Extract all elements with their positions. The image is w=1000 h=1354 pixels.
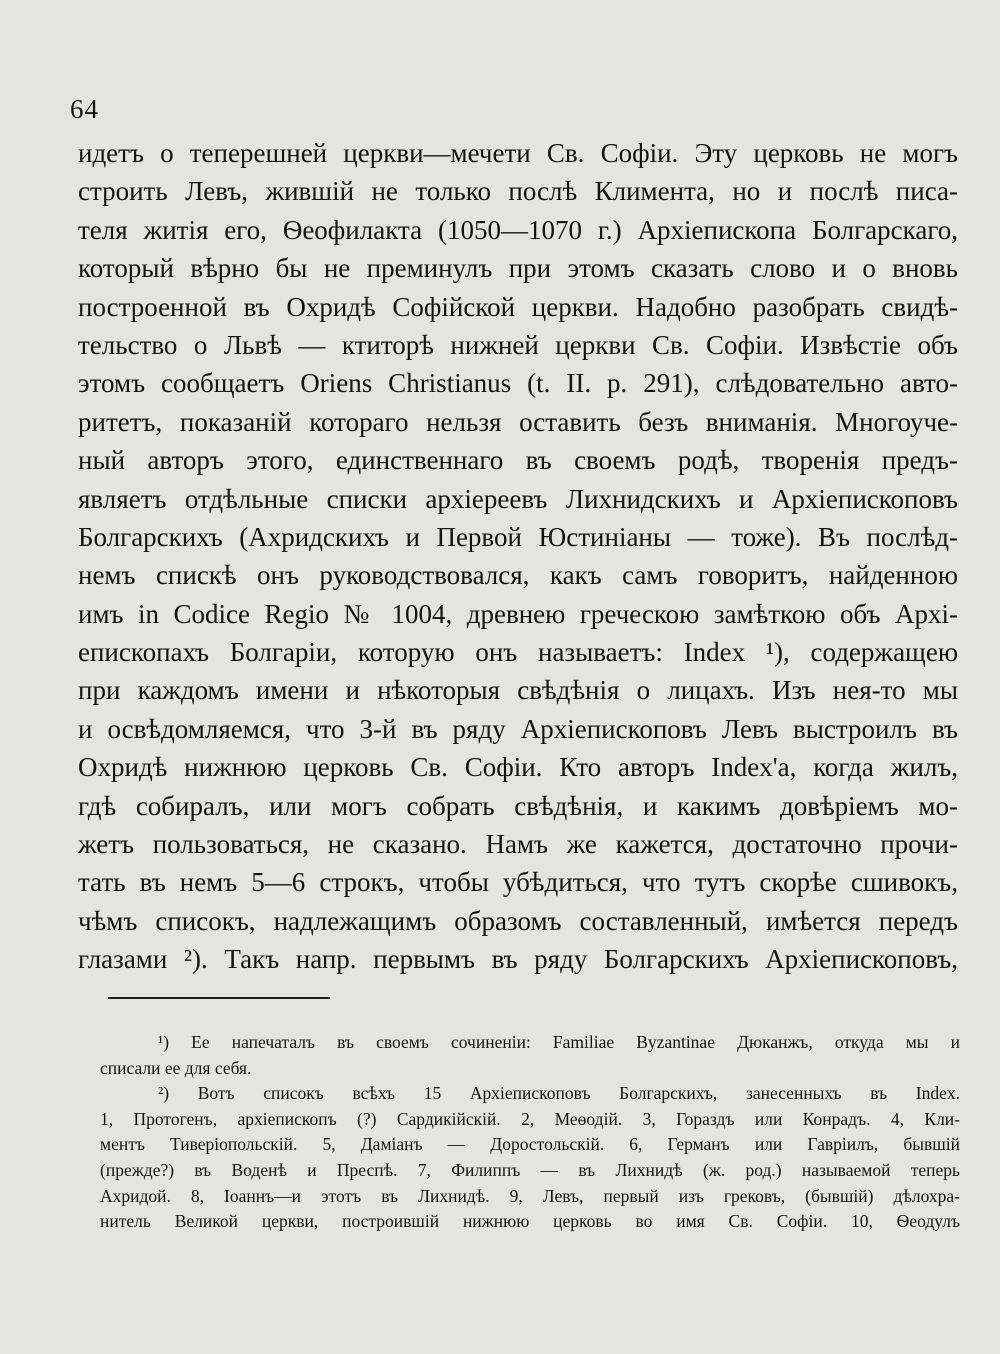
footnote-line: ²) Вотъ списокъ всѣхъ 15 Архіепископовъ Болгарскихъ, занесенныхъ въ Index.	[158, 1083, 960, 1104]
text-line: строить Левъ, жившій не только послѣ Климента, но и послѣ писа-	[78, 176, 958, 207]
text-line: этомъ сообщаетъ Oriens Christianus (t. II. p. 291), слѣдовательно авто-	[78, 368, 958, 399]
text-line: ритетъ, показаній котораго нельзя оставить безъ вниманія. Многоуче-	[78, 406, 958, 437]
text-line: чѣмъ списокъ, надлежащимъ образомъ составленный, имѣется передъ	[78, 905, 958, 936]
text-line: глазами ²). Такъ напр. первымъ въ ряду Болгарскихъ Архіепископовъ,	[78, 944, 958, 975]
text-line: построенной въ Охридѣ Софійской церкви. Надобно разобрать свидѣ-	[78, 291, 958, 322]
text-line: имъ in Codice Regio № 1004, древнею греческою замѣткою объ Архі-	[78, 598, 958, 629]
text-line: ный авторъ этого, единственнаго въ своемъ родѣ, творенія предъ-	[78, 445, 958, 476]
text-line: епископахъ Болгаріи, которую онъ называетъ: Index ¹), содержащею	[78, 637, 958, 668]
text-line: немъ спискѣ онъ руководствовался, какъ самъ говоритъ, найденною	[78, 560, 958, 591]
footnote-line: ментъ Тиверіопольскій. 5, Даміанъ — Доростольскій. 6, Германъ или Гавріилъ, бывшій	[100, 1134, 960, 1155]
footnote-line: Ахридой. 8, Іоаннъ—и этотъ въ Лихнидѣ. 9, Левъ, первый изъ грековъ, (бывшій) дѣлохра-	[100, 1185, 960, 1206]
main-text	[78, 134, 958, 979]
text-line: Болгарскихъ (Ахридскихъ и Первой Юстиніаны — тоже). Въ послѣд-	[78, 521, 958, 552]
text-line: идетъ о теперешней церкви—мечети Св. Софіи. Эту церковь не могъ	[78, 138, 958, 168]
text-line: который вѣрно бы не преминулъ при этомъ сказать слово и о вновь	[78, 253, 958, 284]
text-line: являетъ отдѣльные списки архіереевъ Лихнидскихъ и Архіепископовъ	[78, 483, 958, 514]
footnotes	[100, 1030, 960, 1235]
text-line: Охридѣ нижнюю церковь Св. Софіи. Кто авторъ Index'а, когда жилъ,	[78, 752, 958, 783]
text-line: тельство о Львѣ — ктиторѣ нижней церкви Св. Софіи. Извѣстіе объ	[78, 329, 958, 360]
footnote-line: ¹) Ее напечаталъ въ своемъ сочиненіи: Familiae Byzantinae Дюканжъ, откуда мы и	[158, 1032, 960, 1052]
text-line: жетъ пользоваться, не сказано. Намъ же кажется, достаточно прочи-	[78, 829, 958, 860]
footnote-line: списали ее для себя.	[100, 1057, 252, 1078]
text-line: гдѣ собиралъ, или могъ собрать свѣдѣнія, и какимъ довѣріемъ мо-	[78, 790, 958, 821]
text-line: при каждомъ имени и нѣкоторыя свѣдѣнія о лицахъ. Изъ нея-то мы	[78, 675, 958, 706]
page-number: 64	[70, 94, 99, 124]
footnote-line: 1, Протогенъ, архіепископъ (?) Сардикійскій. 2, Меѳодій. 3, Гораздъ или Конрадъ. 4, Кли-	[100, 1108, 960, 1129]
footnote-line: (прежде?) въ Воденѣ и Преспѣ. 7, Филиппъ — въ Лихнидѣ (ж. род.) называемой теперь	[100, 1159, 960, 1180]
text-line: теля житія его, Ѳеофилакта (1050—1070 г.) Архіепископа Болгарскаго,	[78, 214, 958, 245]
footnote-line: нитель Великой церкви, построившій нижнюю церковь во имя Св. Софіи. 10, Ѳеодулъ	[100, 1211, 960, 1232]
footnote-divider	[108, 997, 330, 999]
text-line: и освѣдомляемся, что 3-й въ ряду Архіепископовъ Левъ выстроилъ въ	[78, 713, 958, 744]
text-line: тать въ немъ 5—6 строкъ, чтобы убѣдиться, что тутъ скорѣе сшивокъ,	[78, 867, 958, 898]
